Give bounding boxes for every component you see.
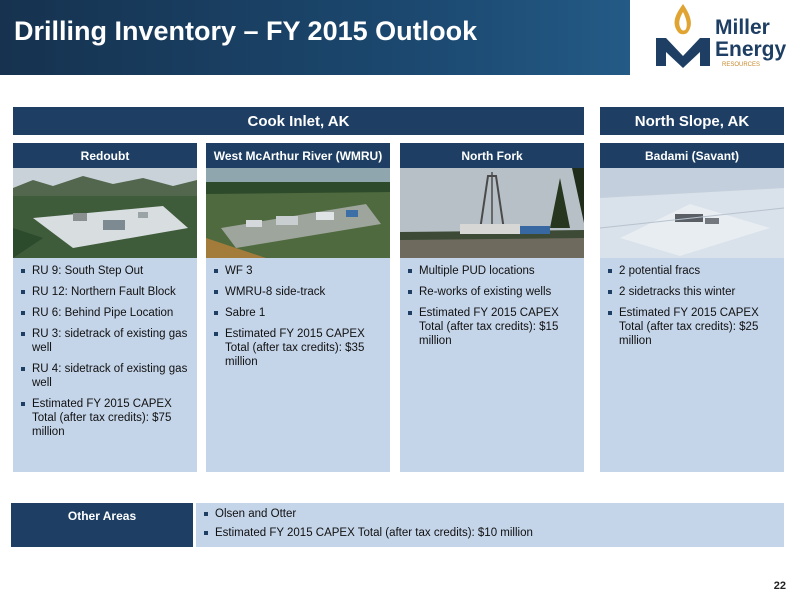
- photo-wmru: [206, 168, 390, 258]
- list-item: RU 3: sidetrack of existing gas well: [21, 327, 191, 355]
- list-item: WF 3: [214, 264, 384, 278]
- page-title: Drilling Inventory – FY 2015 Outlook: [14, 16, 478, 46]
- flame-m-logo-icon: [652, 2, 714, 72]
- list-item: Re-works of existing wells: [408, 285, 578, 299]
- list-item: Estimated FY 2015 CAPEX Total (after tax credits): $35 million: [214, 327, 384, 369]
- bullets-redoubt: [13, 258, 197, 472]
- photo-badami: [600, 168, 784, 258]
- list-item: Olsen and Otter: [204, 507, 776, 521]
- list-item: Estimated FY 2015 CAPEX Total (after tax credits): $15 million: [408, 306, 578, 348]
- photo-north-fork: [400, 168, 584, 258]
- list-item: Multiple PUD locations: [408, 264, 578, 278]
- logo-word-1: Miller: [715, 16, 770, 39]
- other-areas-bullets: [196, 503, 784, 547]
- list-item: Sabre 1: [214, 306, 384, 320]
- list-item: Estimated FY 2015 CAPEX Total (after tax credits): $75 million: [21, 397, 191, 439]
- photo-redoubt: [13, 168, 197, 258]
- other-areas-label: Other Areas: [11, 503, 193, 547]
- bullets-wmru: [206, 258, 390, 472]
- logo-word-2: Energy: [715, 38, 787, 61]
- column-header-badami: Badami (Savant): [600, 143, 784, 168]
- list-item: Estimated FY 2015 CAPEX Total (after tax credits): $25 million: [608, 306, 778, 348]
- region-header-north-slope: North Slope, AK: [600, 107, 784, 135]
- logo-tagline: RESOURCES: [722, 62, 761, 68]
- column-header-north-fork: North Fork: [400, 143, 584, 168]
- list-item: Estimated FY 2015 CAPEX Total (after tax credits): $10 million: [204, 526, 776, 540]
- list-item: 2 potential fracs: [608, 264, 778, 278]
- page-number: 22: [773, 580, 786, 592]
- list-item: WMRU-8 side-track: [214, 285, 384, 299]
- column-header-wmru: West McArthur River (WMRU): [206, 143, 390, 168]
- bullets-north-fork: [400, 258, 584, 472]
- list-item: RU 12: Northern Fault Block: [21, 285, 191, 299]
- list-item: RU 6: Behind Pipe Location: [21, 306, 191, 320]
- bullets-badami: [600, 258, 784, 472]
- list-item: 2 sidetracks this winter: [608, 285, 778, 299]
- company-logo: [630, 0, 800, 75]
- list-item: RU 4: sidetrack of existing gas well: [21, 362, 191, 390]
- region-header-cook-inlet: Cook Inlet, AK: [13, 107, 584, 135]
- list-item: RU 9: South Step Out: [21, 264, 191, 278]
- column-header-redoubt: Redoubt: [13, 143, 197, 168]
